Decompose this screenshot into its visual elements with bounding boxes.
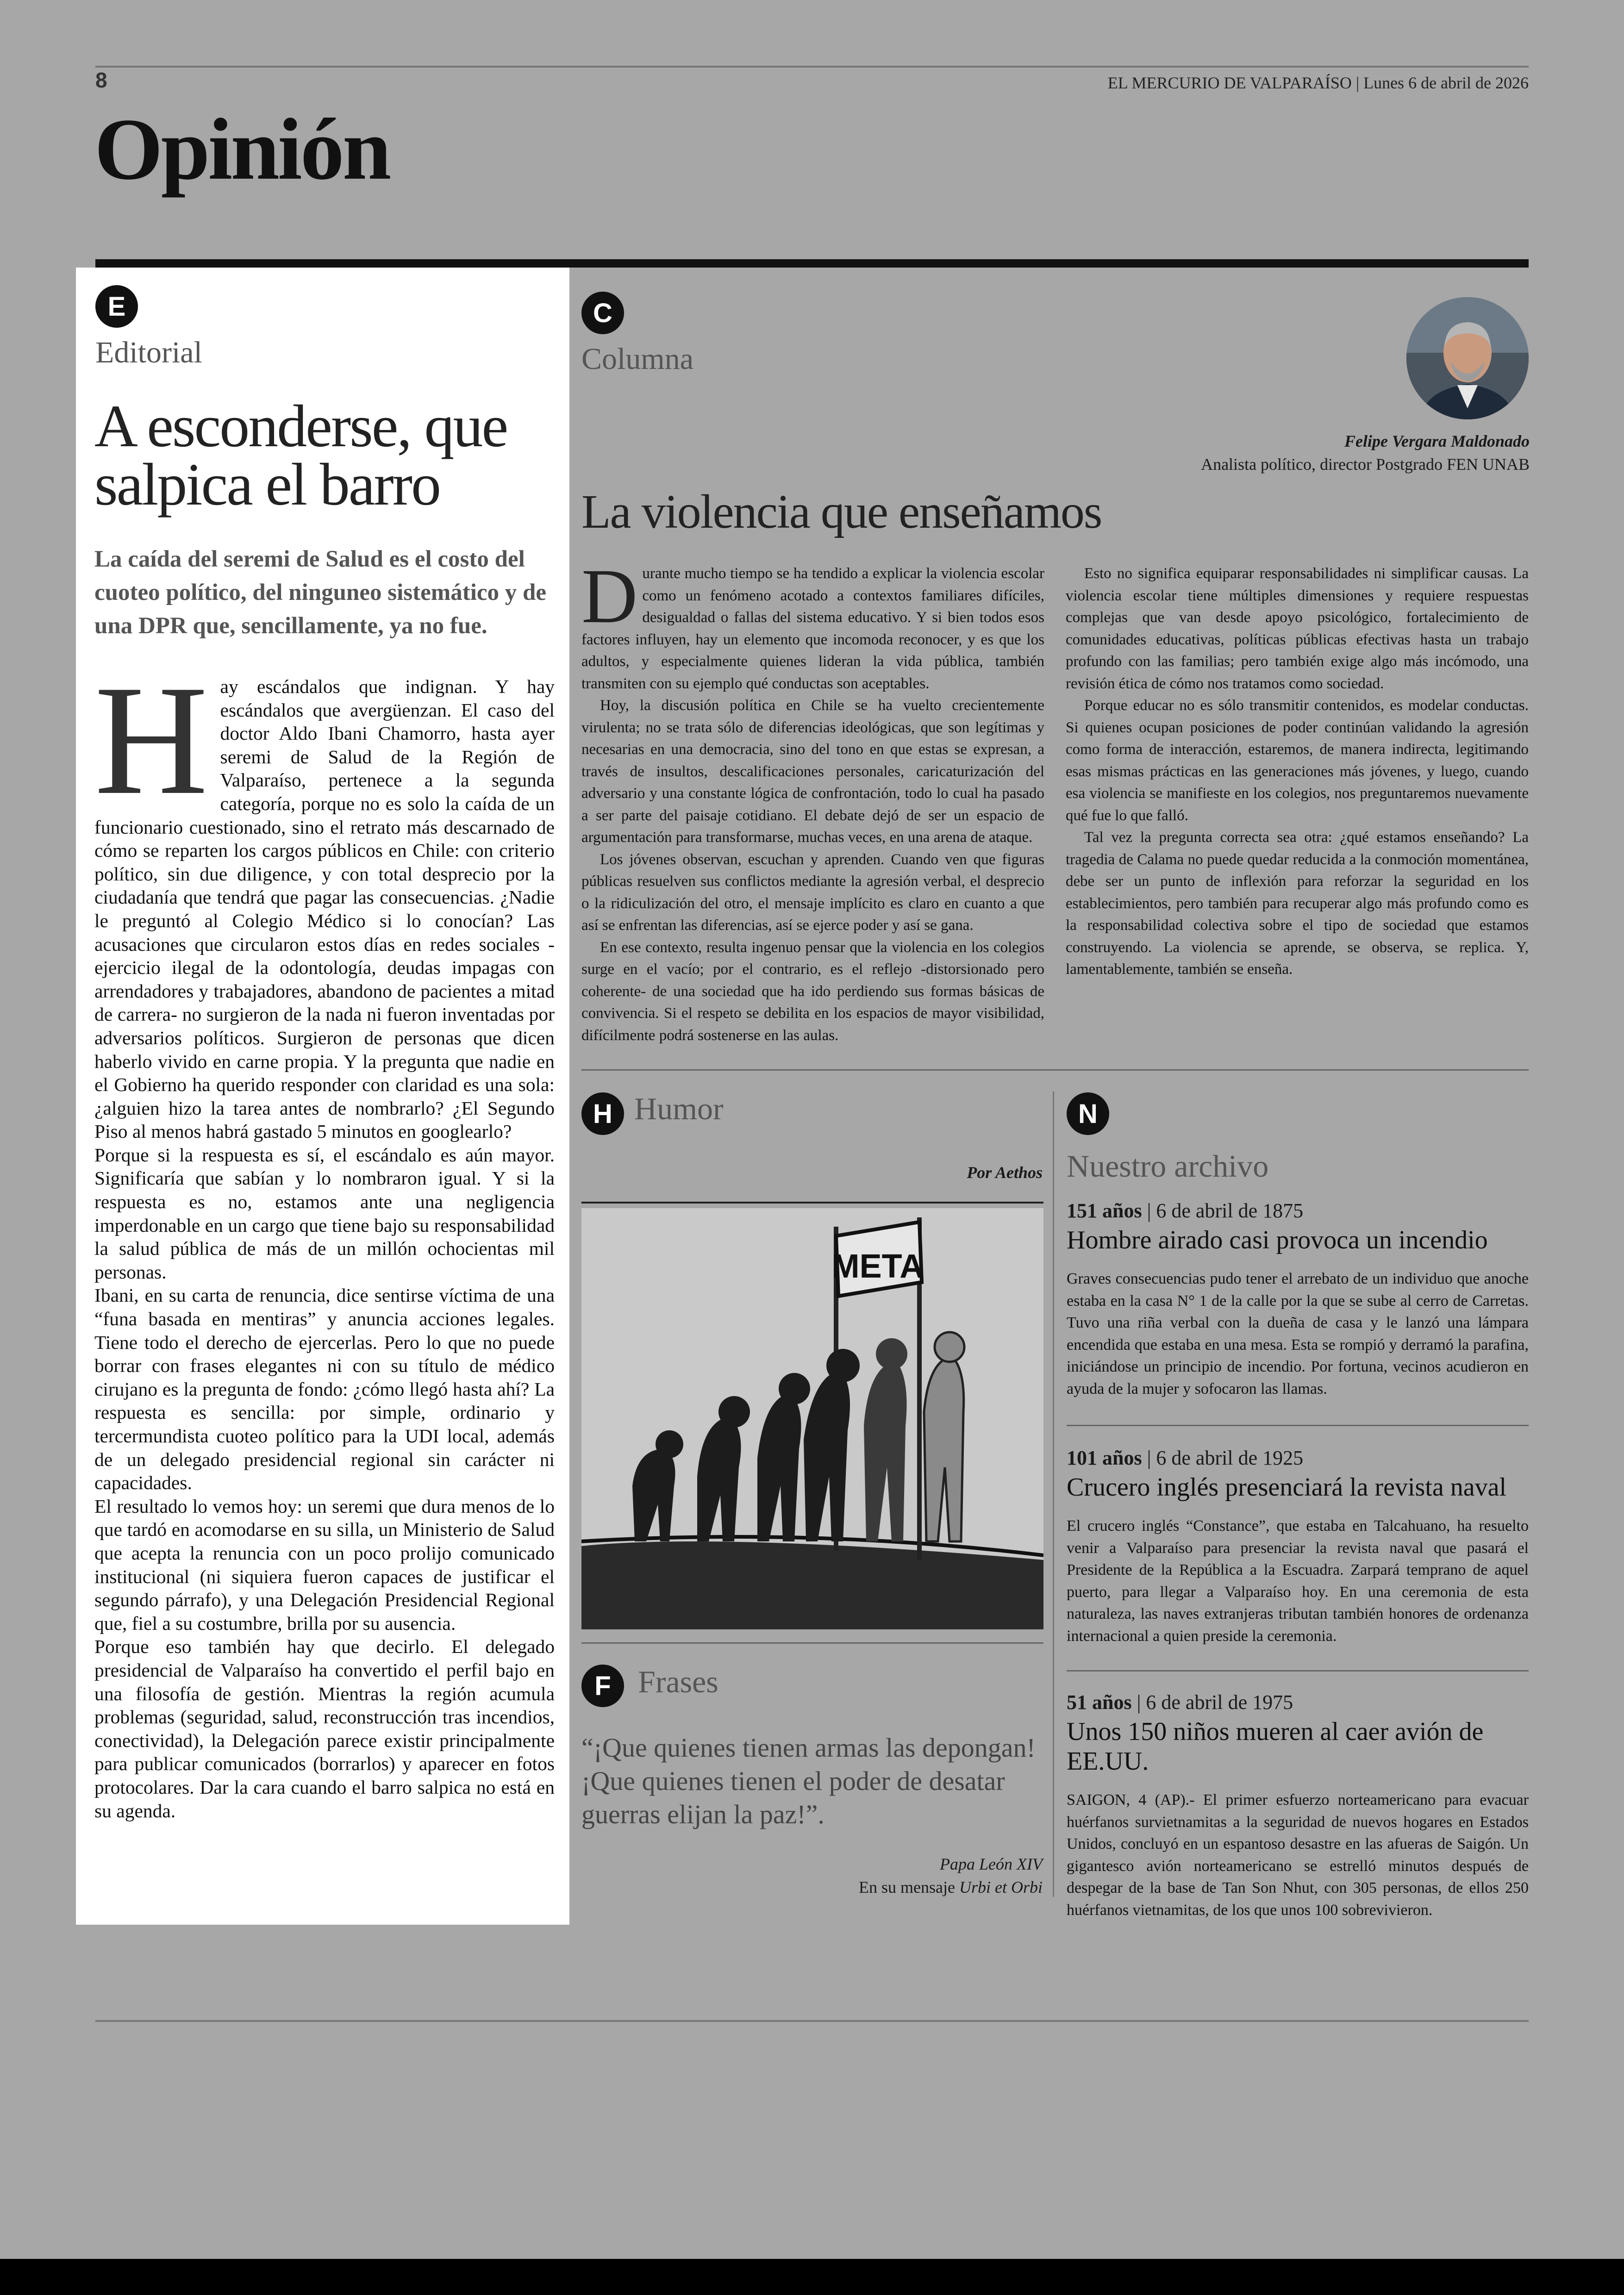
column-body-right: [1066, 563, 1529, 981]
column-paragraph: Hoy, la discusión política en Chile se ha vuelto crecientemente virulenta; no se trata sólo de diferencias ideológicas, que son legítimas y necesarias en una democracia, sino del tono en que estas se expresan, a través de insultos, descalificaciones personales, caricaturización del adversario y una constante lógica de confrontación, todo lo cual ha pasado a ser parte del paisaje cotidiano. El debate dejó de ser un espacio de argumentación para transformarse, muchas veces, en una arena de ataque.: [581, 697, 1044, 846]
column-paragraph: Porque educar no es sólo transmitir contenidos, es modelar conductas. Si quienes ocupan posiciones de poder continúan validando la agresión como forma de interacción, estaremos, de manera indirecta, legitimando esas mismas prácticas en las generaciones más jóvenes, y luego, cuando esa violencia se manifieste en los colegios, nos preguntaremos nuevamente qué fue lo que falló.: [1066, 697, 1529, 824]
humor-kicker: Humor: [634, 1091, 724, 1126]
column-paragraph: Esto no significa equiparar responsabilidades ni simplificar causas. La violencia escolar tiene múltiples dimensiones y requiere respuestas complejas que van desde apoyo psicológico, fortalecimiento de comunidades educativas, políticas públicas efectivas hasta un trabajo profundo con las familias; pero también exige algo más incómodo, una revisión ética de cómo nos tratamos como sociedad.: [1066, 565, 1529, 692]
column-paragraph: Durante mucho tiempo se ha tendido a explicar la violencia escolar como un fenómeno acotado a contextos familiares difíciles, desigualdad o fallas del sistema educativo. Y si bien todos esos factores influyen, hay un elemento que incomoda reconocer, y es que los adultos, y especialmente quienes lideran la vida pública, también transmiten con su ejemplo qué conductas son aceptables.: [581, 553, 1044, 692]
editorial-body: [94, 653, 555, 1822]
archivo-item-header: 101 años | 6 de abril de 1925: [1067, 1447, 1304, 1469]
column-paragraph: En ese contexto, resulta ingenuo pensar que la violencia en los colegios surge en el vacío; por el contrario, es el reflejo -distorsionado pero coherente- de una sociedad que ha ido perdiendo sus formas básicas de convivencia. Si el respeto se debilita en los espacios de mayor visibilidad, difícilmente podrá sostenerse en las aulas.: [581, 939, 1044, 1044]
author-avatar: [1406, 297, 1529, 419]
humor-rule: [581, 1202, 1043, 1204]
column-title: La violencia que enseñamos: [581, 485, 1102, 538]
column-bottom-rule: [581, 1069, 1529, 1071]
frases-badge: F: [581, 1665, 624, 1707]
archivo-item-header: 151 años | 6 de abril de 1875: [1067, 1199, 1304, 1222]
editorial-paragraph: Ibani, en su carta de renuncia, dice sentirse víctima de una “funa basada en mentiras” y anuncia acciones legales. Tiene todo el derecho de ejercerlas. Pero lo que no puede borrar con frases elegantes ni con su título de médico cirujano es la pregunta de fondo: ¿cómo llegó hasta ahí? La respuesta es sencilla: por simple, ordinario y tercermundista cuoteo político para la UDI local, además de un delegado presidencial regional sin carácter ni capacidades.: [94, 1285, 555, 1494]
section-thick-rule: [95, 259, 1529, 268]
editorial-title: A esconderse, que salpica el barro: [94, 393, 507, 518]
archivo-kicker: Nuestro archivo: [1067, 1148, 1269, 1184]
editorial-drop-cap: H: [94, 653, 208, 827]
frases-source: En su mensaje Urbi et Orbi: [859, 1878, 1043, 1896]
bottom-bar: [0, 2259, 1624, 2295]
archivo-item-body: SAIGON, 4 (AP).- El primer esfuerzo norteamericano para evacuar huérfanos survietnamitas a la seguridad de nuevos hogares en Estados Unidos, concluyó en un espantoso desastre en las afueras de Saigón. Un gigantesco avión norteamericano se estrelló minutos después de despegar de la base de Tan Son Nhut, con 305 personas, de ellos 250 huérfanos vietnamitas, de los que unos 100 sobrevivieron.: [1067, 1791, 1529, 1919]
section-title: Opinión: [94, 101, 390, 198]
column-drop-cap: D: [581, 553, 638, 639]
editorial-paragraph: Porque si la respuesta es sí, el escándalo es aún mayor. Significaría que sabían y lo nombraron igual. Y si la respuesta es no, estamos ante una negligencia imperdonable en un cargo que tiene bajo su responsabilidad la salud pública de más de un millón ochocientas mil personas.: [94, 1144, 555, 1283]
archivo-rule: [1067, 1670, 1529, 1671]
page-bottom-rule: [95, 2020, 1529, 2022]
archivo-rule: [1067, 1425, 1529, 1426]
editorial-paragraph: El resultado lo vemos hoy: un seremi que dura menos de lo que tardó en acomodarse en su silla, un Ministerio de Salud que acepta la renuncia con un poco prolijo comunicado institucional (ni siquiera fueron capaces de justificar el segundo párrafo), y una Delegación Presidencial Regional que, fiel a su costumbre, brilla por su ausencia.: [94, 1495, 555, 1634]
humor-bottom-rule: [581, 1642, 1043, 1644]
editorial-kicker: Editorial: [95, 336, 202, 369]
column-author: [1201, 430, 1530, 476]
column-body-left: [581, 553, 1044, 1047]
column-vertical-divider: [1053, 1091, 1054, 1897]
archivo-item-header: 51 años | 6 de abril de 1975: [1067, 1691, 1293, 1714]
editorial-paragraph: Hay escándalos que indignan. Y hay escándalos que avergüenzan. El caso del doctor Aldo Ibani Chamorro, hasta ayer seremi de Salud de la Región de Valparaíso, pertenece a la segunda categoría, porque no es solo la caída de un funcionario cuestionado, sino el retrato más descarnado de cómo se reparten los cargos públicos en Chile: con criterio político, sin due diligence, y con total desprecio por la ciudadanía que tendrá que pagar las consecuencias. ¿Nadie le preguntó al Colegio Médico si lo conocían? Las acusaciones que circularon estos días en redes sociales -ejercicio ilegal de la odontología, deudas impagas con arrendadores y trabajadores, abandono de pacientes a mitad de carrera- no surgieron de la nada ni fueron inventadas por adversarios políticos. Surgieron de personas que dicen haberlo vivido en carne propia. Y la pregunta que nadie en el Gobierno ha querido responder con claridad es una sola: ¿alguien hizo la tarea antes de nombrarlo? ¿El Segundo Piso al menos habrá gastado 5 minutos en googlearlo?: [94, 653, 555, 1142]
archivo-item-title: Unos 150 niños mueren al caer avión de EE.UU.: [1067, 1717, 1484, 1776]
archivo-item: [1067, 1446, 1529, 1647]
editorial-badge: E: [95, 285, 138, 328]
archivo-badge: N: [1067, 1092, 1109, 1135]
humor-byline: Por Aethos: [967, 1163, 1043, 1182]
frases-attribution: [859, 1852, 1043, 1899]
humor-badge: H: [581, 1092, 624, 1135]
column-badge: C: [581, 292, 624, 334]
archivo-item-title: Hombre airado casi provoca un incendio: [1067, 1226, 1488, 1254]
page-number: 8: [95, 68, 107, 92]
archivo-item-body: El crucero inglés “Constance”, que estaba en Talcahuano, ha resuelto venir a Valparaíso para presenciar la revista naval que pasará el Presidente de la República a la Escuadra. Zarpará temprano de aquel puerto, para llegar a Valparaíso hoy. En una ceremonia de esta naturaleza, las naves extranjeras tributan también honores de ordenanza internacional a quien preside la ceremonia.: [1067, 1517, 1529, 1645]
archivo-item-body: Graves consecuencias pudo tener el arrebato de un individuo que anoche estaba en la casa N° 1 de la calle por la que se sube al cerro de Carretas. Tuvo una riña verbal con la dueña de casa y le lanzó una lámpara encendida que estaba en una mesa. Esta se rompió y derramó la parafina, iniciándose un principio de incendio. Por fortuna, vecinos acudieron en ayuda de la mujer y sofocaron las llamas.: [1067, 1270, 1529, 1397]
humor-cartoon: [581, 1208, 1043, 1629]
frases-kicker: Frases: [638, 1664, 718, 1699]
archivo-item: [1067, 1690, 1529, 1921]
editorial-paragraph: Porque eso también hay que decirlo. El delegado presidencial de Valparaíso ha convertido el perfil bajo en una filosofía de gestión. Mientras la región acumula problemas (seguridad, salud, reconstrucción tras incendios, conectividad), la Delegación parece existir principalmente para publicar comunicados (borrarlos) y aparecer en fotos protocolares. Dar la cara cuando el barro salpica no está en su agenda.: [94, 1636, 555, 1821]
cartoon-sign-text: META: [831, 1248, 924, 1285]
evolution-cartoon-icon: [581, 1208, 1043, 1629]
archivo-item: [1067, 1199, 1529, 1400]
frases-author: Papa León XIV: [940, 1855, 1043, 1873]
column-paragraph: Tal vez la pregunta correcta sea otra: ¿qué estamos enseñando? La tragedia de Calama no puede quedar reducida a la conmoción momentánea, debe ser un punto de inflexión para reforzar la seguridad en los establecimientos, pero también para recuperar algo más profundo como es la responsabilidad colectiva sobre el tipo de sociedad que estamos construyendo. La violencia se aprende, se observa, se replica. Y, lamentablemente, también se enseña.: [1066, 829, 1529, 978]
column-kicker: Columna: [581, 342, 693, 376]
author-role: Analista político, director Postgrado FEN UNAB: [1201, 455, 1530, 474]
column-paragraph: Los jóvenes observan, escuchan y aprenden. Cuando ven que figuras públicas resuelven sus conflictos mediante la agresión verbal, el desprecio o la ridiculización del otro, el mensaje implícito es claro en cuanto a que así se enfrentan las diferencias, así se ejerce poder y así se gana.: [581, 851, 1044, 934]
author-name: Felipe Vergara Maldonado: [1344, 432, 1530, 450]
top-rule: [95, 66, 1529, 68]
masthead: EL MERCURIO DE VALPARAÍSO | Lunes 6 de abril de 2026: [1107, 74, 1529, 92]
author-portrait-icon: [1406, 297, 1529, 419]
frases-quote: “¡Que quienes tienen armas las depongan! ¡Que quienes tienen el poder de desatar guerras elijan la paz!”.: [581, 1733, 1036, 1829]
archivo-item-title: Crucero inglés presenciará la revista naval: [1067, 1473, 1507, 1502]
editorial-lead: La caída del seremi de Salud es el costo del cuoteo político, del ninguneo sistemático y de una DPR que, sencillamente, ya no fue.: [94, 546, 547, 639]
